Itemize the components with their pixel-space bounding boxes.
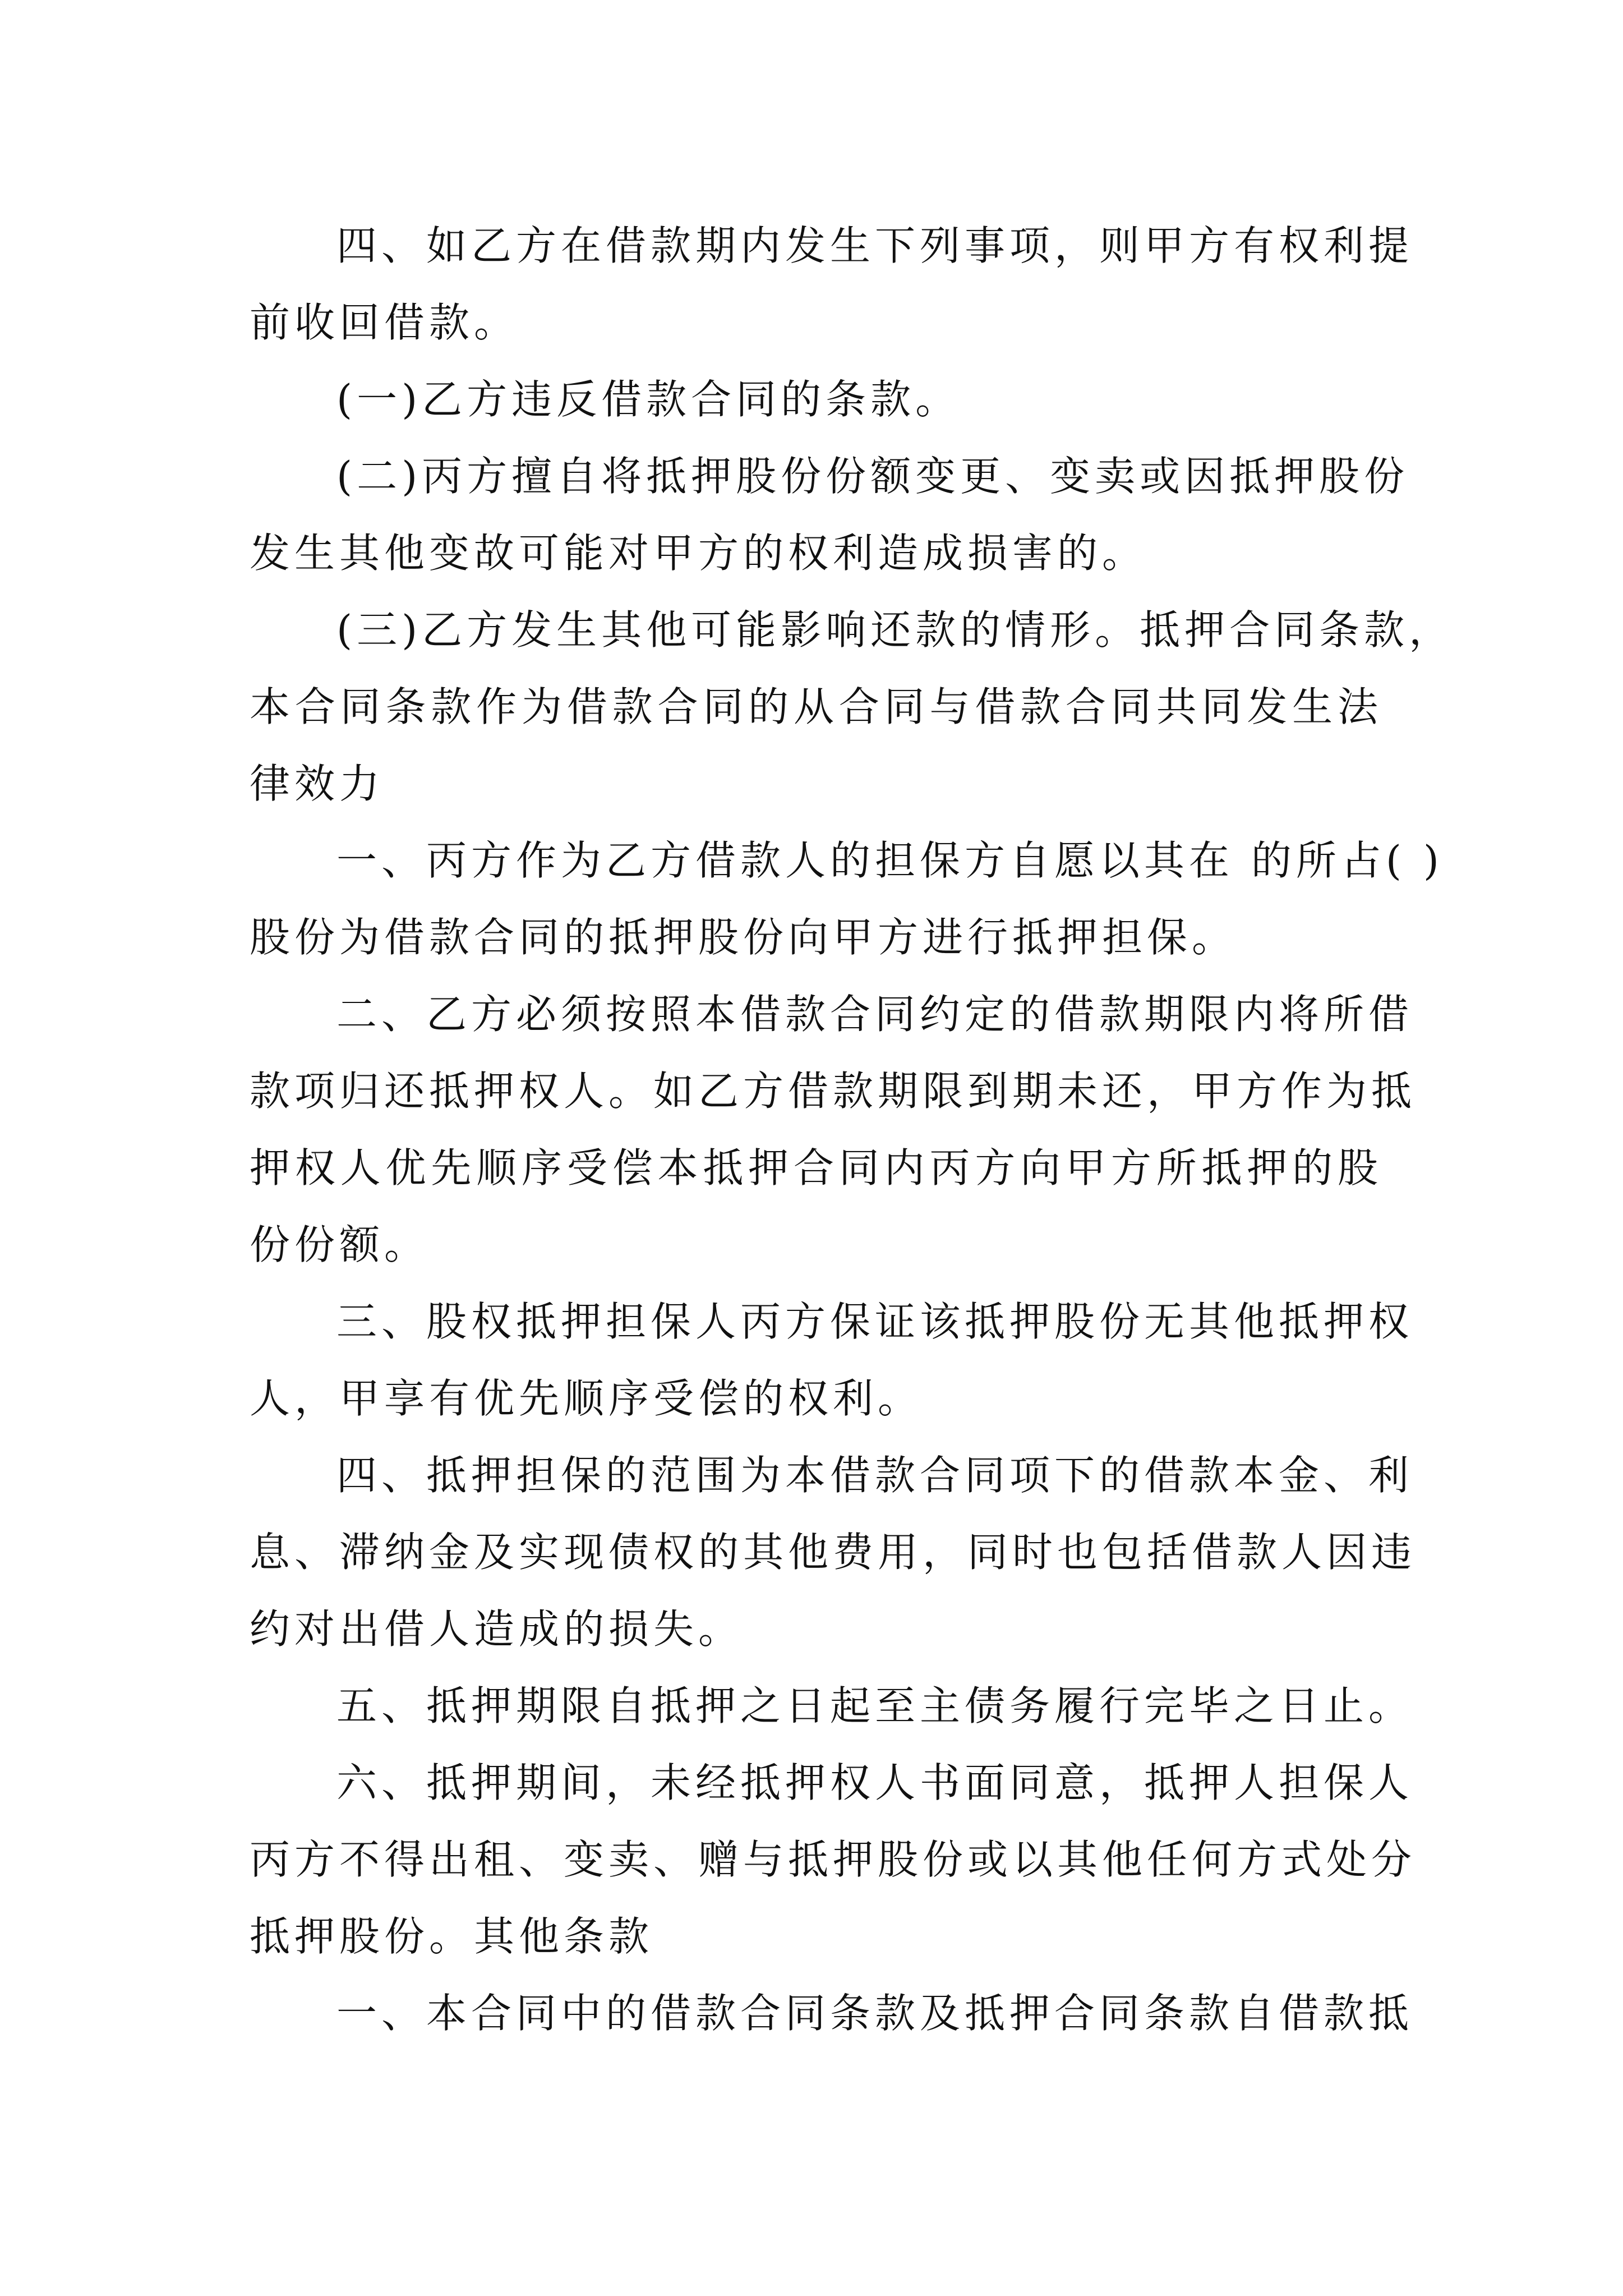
text-line: 股份为借款合同的抵押股份向甲方进行抵押担保。 (250, 914, 1237, 961)
text-line: (一)乙方违反借款合同的条款。 (336, 376, 961, 423)
text-line: 息、滞纳金及实现债权的其他费用，同时也包括借款人因违 (250, 1529, 1417, 1576)
text-line: 款项归还抵押权人。如乙方借款期限到期未还，甲方作为抵 (250, 1068, 1417, 1115)
text-line: 四、如乙方在借款期内发生下列事项，则甲方有权利提 (336, 222, 1414, 269)
text-line: 约对出借人造成的损失。 (250, 1605, 744, 1653)
text-line: 发生其他变故可能对甲方的权利造成损害的。 (250, 530, 1147, 577)
text-line: 五、抵押期限自抵押之日起至主债务履行完毕之日止。 (336, 1682, 1414, 1729)
text-line: 份份额。 (250, 1221, 430, 1268)
text-line: (三)乙方发生其他可能影响还款的情形。抵押合同条款， (336, 606, 1454, 654)
text-line: 六、抵押期间，未经抵押权人书面同意，抵押人担保人 (336, 1759, 1414, 1806)
text-line: (二)丙方擅自将抵押股份份额变更、变卖或因抵押股份 (336, 453, 1409, 500)
text-line: 律效力 (250, 760, 385, 807)
document-body (250, 208, 1454, 2052)
text-line: 三、股权抵押担保人丙方保证该抵押股份无其他抵押权 (336, 1298, 1414, 1345)
text-line: 一、丙方作为乙方借款人的担保方自愿以其在 的所占( ) (336, 837, 1444, 884)
text-line: 押权人优先顺序受偿本抵押合同内丙方向甲方所抵押的股 (250, 1144, 1382, 1191)
text-line: 前收回借款。 (250, 299, 519, 346)
text-line: 丙方不得出租、变卖、赠与抵押股份或以其他任何方式处分 (250, 1836, 1417, 1883)
text-line: 二、乙方必须按照本借款合同约定的借款期限内将所借 (336, 991, 1414, 1038)
text-line: 一、本合同中的借款合同条款及抵押合同条款自借款抵 (336, 1990, 1414, 2037)
text-line: 人，甲享有优先顺序受偿的权利。 (250, 1375, 923, 1422)
text-line: 四、抵押担保的范围为本借款合同项下的借款本金、利 (336, 1452, 1414, 1499)
text-line: 抵押股份。其他条款 (250, 1913, 654, 1960)
text-line: 本合同条款作为借款合同的从合同与借款合同共同发生法 (250, 683, 1382, 730)
